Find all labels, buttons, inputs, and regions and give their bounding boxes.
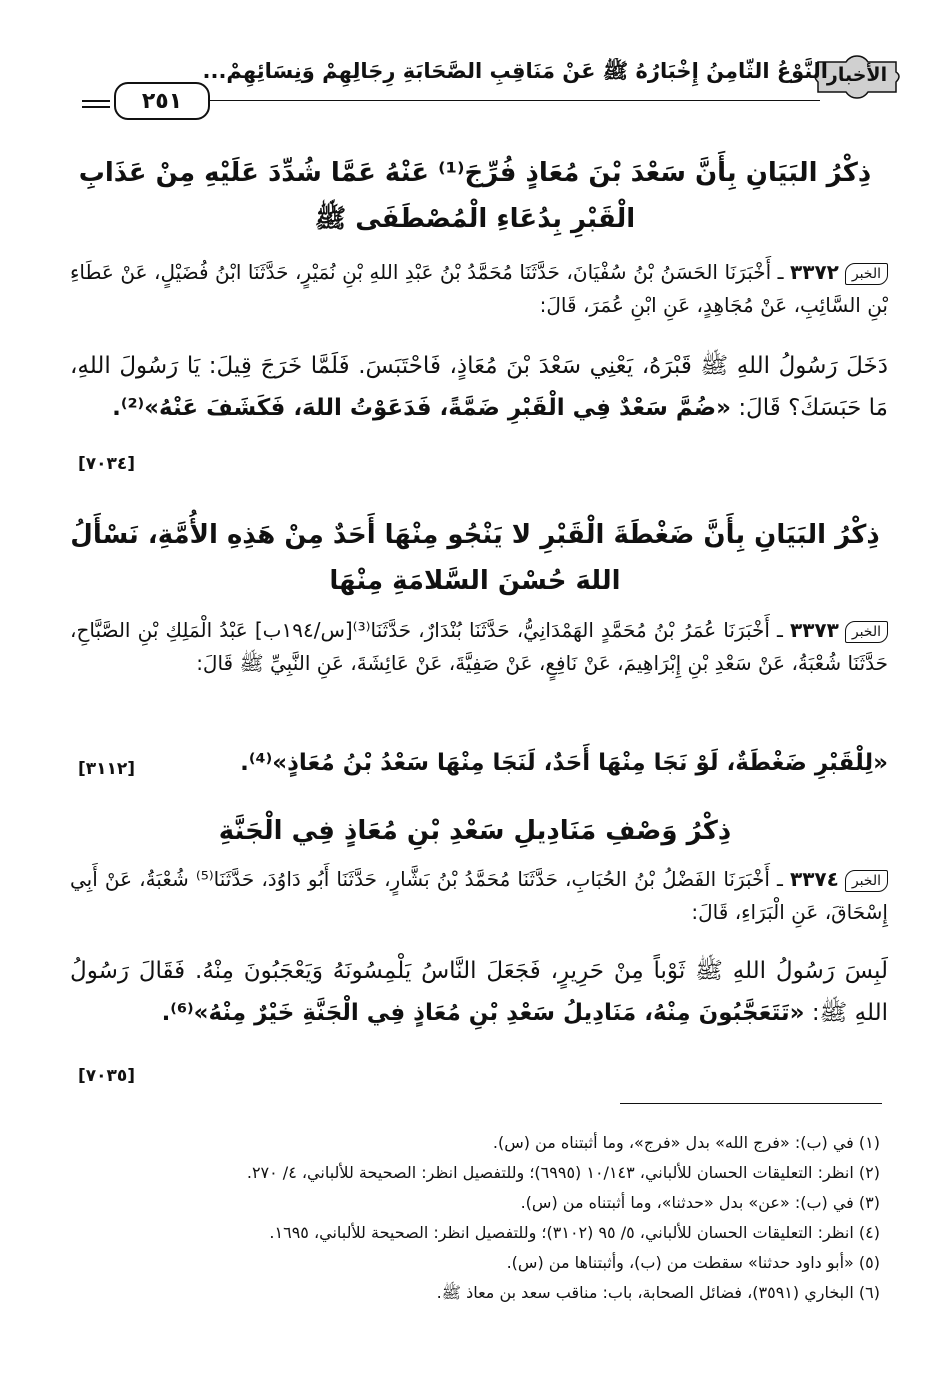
footnote: (٥) «أبو داود حدثنا» سقطت من (ب)، وأثبتناها من (س). (506, 1253, 880, 1272)
hadith-isnad (70, 256, 888, 322)
khabar-badge: الخبر (845, 870, 888, 892)
footnotes (80, 1128, 880, 1308)
isnad-text: ـ أَخْبَرَنَا عُمَرُ بْنُ مُحَمَّدٍ الهَمْدَانِيُّ، حَدَّثَنَا بُنْدَارٌ، حَدَّثَنَا⁽³⁾[س/١٩٤ب] عَبْدُ الْمَلِكِ بْنِ الصَّبَّاحِ، حَدَّثَنَا شُعْبَةُ، عَنْ سَعْدِ بْنِ إِبْرَاهِيمَ، عَنْ نَافِعٍ، عَنْ صَفِيَّةَ، عَنْ عَائِشَةَ، عَنِ النَّبِيِّ ﷺ قَالَ: (70, 618, 888, 675)
section-heading: ذِكْرُ وَصْفِ مَنَادِيلِ سَعْدِ بْنِ مُعَاذٍ فِي الْجَنَّةِ (218, 816, 732, 846)
section-tab-label: الأخبار (826, 64, 888, 86)
reference-number: [٧٠٣٥] (78, 1066, 136, 1086)
footnote: (٣) في (ب): «عن» بدل «حدثنا»، وما أثبتناه من (س). (520, 1193, 880, 1212)
header-rule (82, 100, 110, 102)
hadith-isnad (70, 863, 888, 929)
footnote: (٢) انظر: التعليقات الحسان للألباني، ١٠/١٤٣ (٦٩٩٥)؛ وللتفصيل انظر: الصحيحة للألباني، ٤/ ٢٧٠. (246, 1163, 880, 1182)
reference-number: [٧٠٣٤] (78, 454, 136, 474)
footnote-separator (620, 1103, 882, 1104)
khabar-badge: الخبر (845, 621, 888, 643)
matn-text: لَبِسَ رَسُولُ اللهِ ﷺ ثَوْباً مِنْ حَرِيرٍ، فَجَعَلَ النَّاسُ يَلْمِسُونَهُ وَيَعْجَبُونَ مِنْهُ. فَقَالَ رَسُولُ اللهِ ﷺ: (70, 958, 888, 1026)
prophetic-quote: «ضُمَّ سَعْدٌ فِي الْقَبْرِ ضَمَّةً، فَدَعَوْتُ اللهَ، فَكَشَفَ عَنْهُ»⁽²⁾. (112, 395, 731, 421)
matn-text: دَخَلَ رَسُولُ اللهِ ﷺ قَبْرَهُ، يَعْنِي سَعْدَ بْنَ مُعَاذٍ، فَاحْتَبَسَ. فَلَمَّا خَرَجَ قِيلَ: يَا رَسُولَ اللهِ، مَا حَبَسَكَ؟ قَالَ: (70, 353, 888, 421)
header-rule (82, 106, 110, 108)
hadith-number: ٣٣٧٢ (790, 260, 839, 284)
hadith-number: ٣٣٧٣ (790, 618, 839, 642)
section-heading: ذِكْرُ البَيَانِ بِأَنَّ ضَغْطَةَ الْقَبْرِ لا يَنْجُو مِنْهَا أَحَدٌ مِنْ هَذِهِ الأُمَّةِ، نَسْأَلُ اللهَ حُسْنَ السَّلامَةِ مِنْهَا (70, 520, 880, 596)
isnad-text: ـ أَخْبَرَنَا الفَضْلُ بْنُ الحُبَابِ، حَدَّثَنَا مُحَمَّدُ بْنُ بَشَّارٍ، حَدَّثَنَا أَبُو دَاوُدَ، حَدَّثَنَا⁽⁵⁾ شُعْبَةُ، عَنْ أَبِي إِسْحَاقَ، عَنِ الْبَرَاءِ، قَالَ: (70, 867, 888, 924)
footnote: (٦) البخاري (٣٥٩١)، فضائل الصحابة، باب: مناقب سعد بن معاذ ﷺ. (436, 1283, 880, 1302)
footnote: (٤) انظر: التعليقات الحسان للألباني، ٥/ ٩٥ (٣١٠٢)؛ وللتفصيل انظر: الصحيحة للألباني، ١٦٩٥. (269, 1223, 880, 1242)
page-number: ٢٥١ (114, 82, 210, 120)
section-heading: ذِكْرُ البَيَانِ بِأَنَّ سَعْدَ بْنَ مُعَاذٍ فُرِّجَ⁽¹⁾ عَنْهُ عَمَّا شُدِّدَ عَلَيْهِ مِنْ عَذَابِ الْقَبْرِ بِدُعَاءِ الْمُصْطَفَى ﷺ (78, 158, 872, 234)
footnote: (١) في (ب): «فرج الله» بدل «فرج»، وما أثبتناه من (س). (492, 1133, 880, 1152)
isnad-text: ـ أَخْبَرَنَا الحَسَنُ بْنُ سُفْيَانَ، حَدَّثَنَا مُحَمَّدُ بْنُ عَبْدِ اللهِ بْنِ نُمَيْرٍ، حَدَّثَنَا ابْنُ فُضَيْلٍ، عَنْ عَطَاءِ بْنِ السَّائِبِ، عَنْ مُجَاهِدٍ، عَنِ ابْنِ عُمَرَ، قَالَ: (70, 260, 888, 317)
hadith-matn (70, 950, 888, 1034)
reference-number: [٣١١٢] (78, 759, 136, 779)
hadith-matn (70, 742, 888, 784)
hadith-number: ٣٣٧٤ (790, 867, 839, 891)
prophetic-quote: «تَتَعَجَّبُونَ مِنْهُ، مَنَادِيلُ سَعْدِ بْنِ مُعَاذٍ فِي الْجَنَّةِ خَيْرٌ مِنْهُ»⁽⁶⁾. (161, 1000, 805, 1026)
khabar-badge: الخبر (845, 263, 888, 285)
hadith-matn (70, 345, 888, 429)
prophetic-quote: «لِلْقَبْرِ ضَغْطَةٌ، لَوْ نَجَا مِنْهَا أَحَدٌ، لَنَجَا مِنْهَا سَعْدُ بْنُ مُعَاذٍ»⁽⁴⁾. (240, 750, 888, 776)
header-rule (210, 100, 820, 101)
hadith-isnad (70, 614, 888, 680)
running-title: النَّوْعُ الثَّامِنُ إِخْبَارُهُ ﷺ عَنْ مَنَاقِبِ الصَّحَابَةِ رِجَالِهِمْ وَنِسَائِهِمْ... (202, 59, 828, 83)
